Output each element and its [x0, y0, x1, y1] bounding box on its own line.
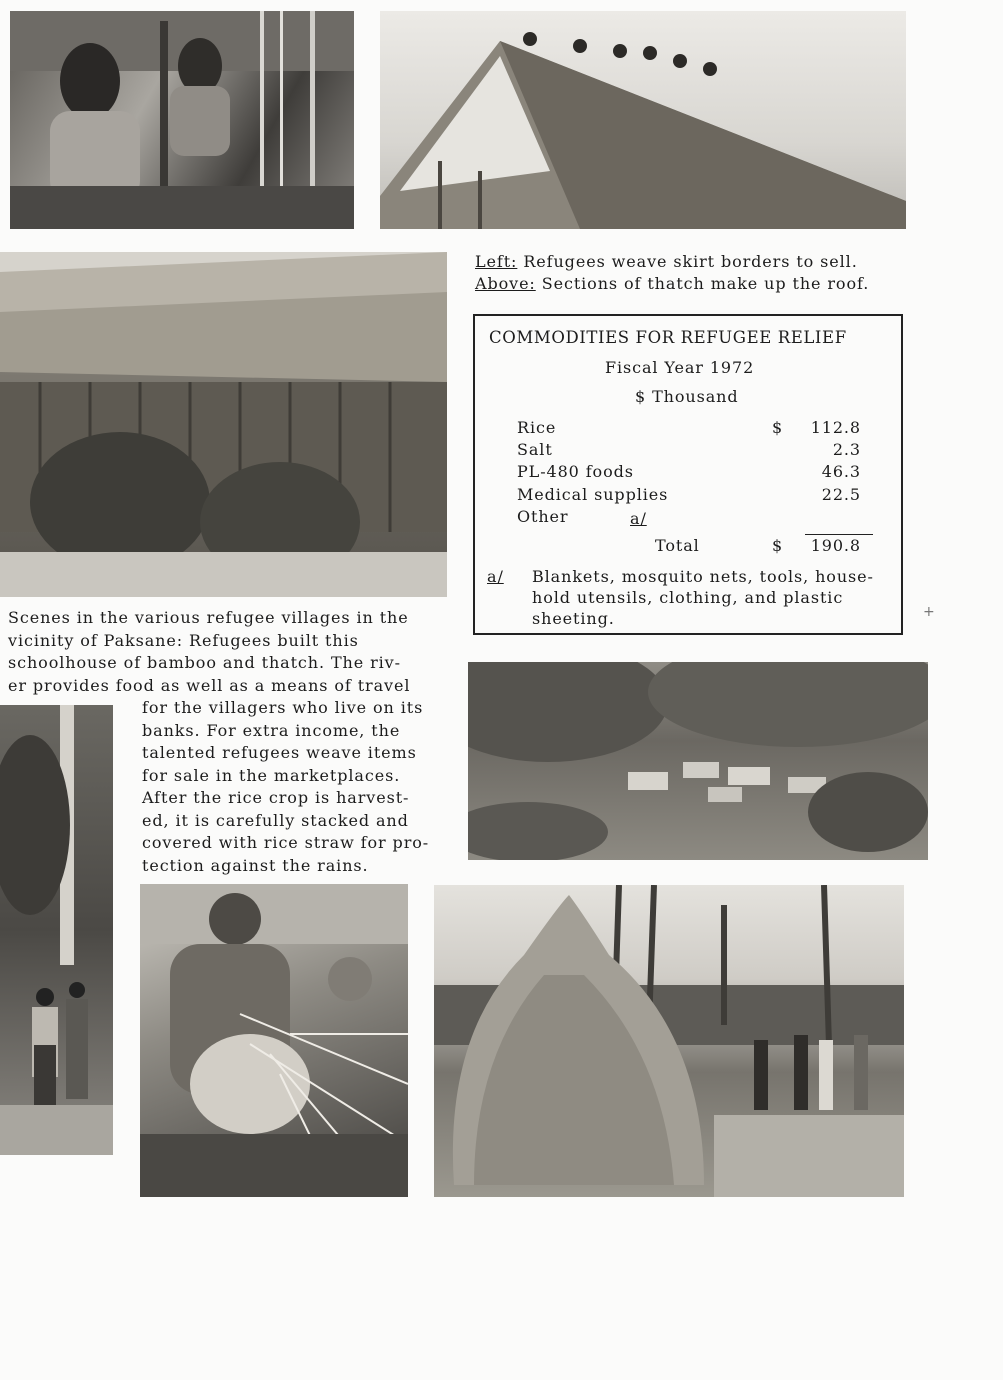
narrative-line: ed, it is carefully stacked and: [142, 811, 409, 830]
narrative-line: er provides food as well as a means of travel: [8, 676, 411, 695]
narrative-line: schoolhouse of bamboo and thatch. The riv-: [8, 653, 401, 672]
photo-rice-stack: [434, 885, 904, 1197]
narrative-line: talented refugees weave items: [142, 743, 417, 762]
footnote-marker: a/: [487, 567, 504, 586]
table-row-value: 46.3: [821, 462, 861, 481]
caption-left: [475, 251, 858, 274]
registration-mark: +: [923, 604, 935, 620]
table-total-currency: $: [772, 536, 784, 555]
narrative-line: vicinity of Paksane: Refugees built this: [8, 631, 359, 650]
table-total-value: 190.8: [810, 536, 861, 555]
table-row-value: 112.8: [810, 418, 861, 437]
table-row-value: 2.3: [832, 440, 861, 459]
table-row-footnote-ref: a/: [630, 509, 647, 528]
table-subtitle: Fiscal Year 1972: [605, 358, 755, 377]
photo-weaving: [10, 11, 354, 229]
photo-schoolhouse: [0, 252, 447, 597]
table-total-label: Total: [655, 536, 700, 555]
table-row-label: PL-480 foods: [517, 462, 634, 481]
narrative-line: banks. For extra income, the: [142, 721, 401, 740]
table-row-label: Medical supplies: [517, 485, 669, 504]
table-row-label: Salt: [517, 440, 553, 459]
total-rule: [805, 534, 873, 535]
table-unit: $ Thousand: [635, 387, 739, 406]
caption-above: [475, 273, 869, 296]
caption-above-label: Above:: [475, 274, 536, 293]
photo-villagers-walking: [0, 705, 113, 1155]
narrative-line: After the rice crop is harvest-: [142, 788, 410, 807]
table-row-value: 22.5: [821, 485, 861, 504]
narrative-line: Scenes in the various refugee villages in the: [8, 608, 409, 627]
photo-thatch-roof: [380, 11, 906, 229]
narrative-line: for sale in the marketplaces.: [142, 766, 401, 785]
commodities-table: [473, 314, 903, 635]
table-row-label: Rice: [517, 418, 557, 437]
footnote-line: hold utensils, clothing, and plastic: [532, 588, 844, 607]
footnote-line: sheeting.: [532, 609, 615, 628]
narrative-line: tection against the rains.: [142, 856, 369, 875]
photo-basket-weaver: [140, 884, 408, 1197]
photo-village-aerial: [468, 662, 928, 860]
caption-above-text: Sections of thatch make up the roof.: [541, 274, 870, 293]
table-row-currency: $: [772, 418, 784, 437]
caption-left-text: Refugees weave skirt borders to sell.: [523, 252, 858, 271]
table-row-label: Other: [517, 507, 569, 526]
caption-left-label: Left:: [475, 252, 518, 271]
narrative-line: covered with rice straw for pro-: [142, 833, 430, 852]
footnote-line: Blankets, mosquito nets, tools, house-: [532, 567, 874, 586]
table-title: COMMODITIES FOR REFUGEE RELIEF: [489, 328, 847, 347]
narrative-line: for the villagers who live on its: [142, 698, 424, 717]
